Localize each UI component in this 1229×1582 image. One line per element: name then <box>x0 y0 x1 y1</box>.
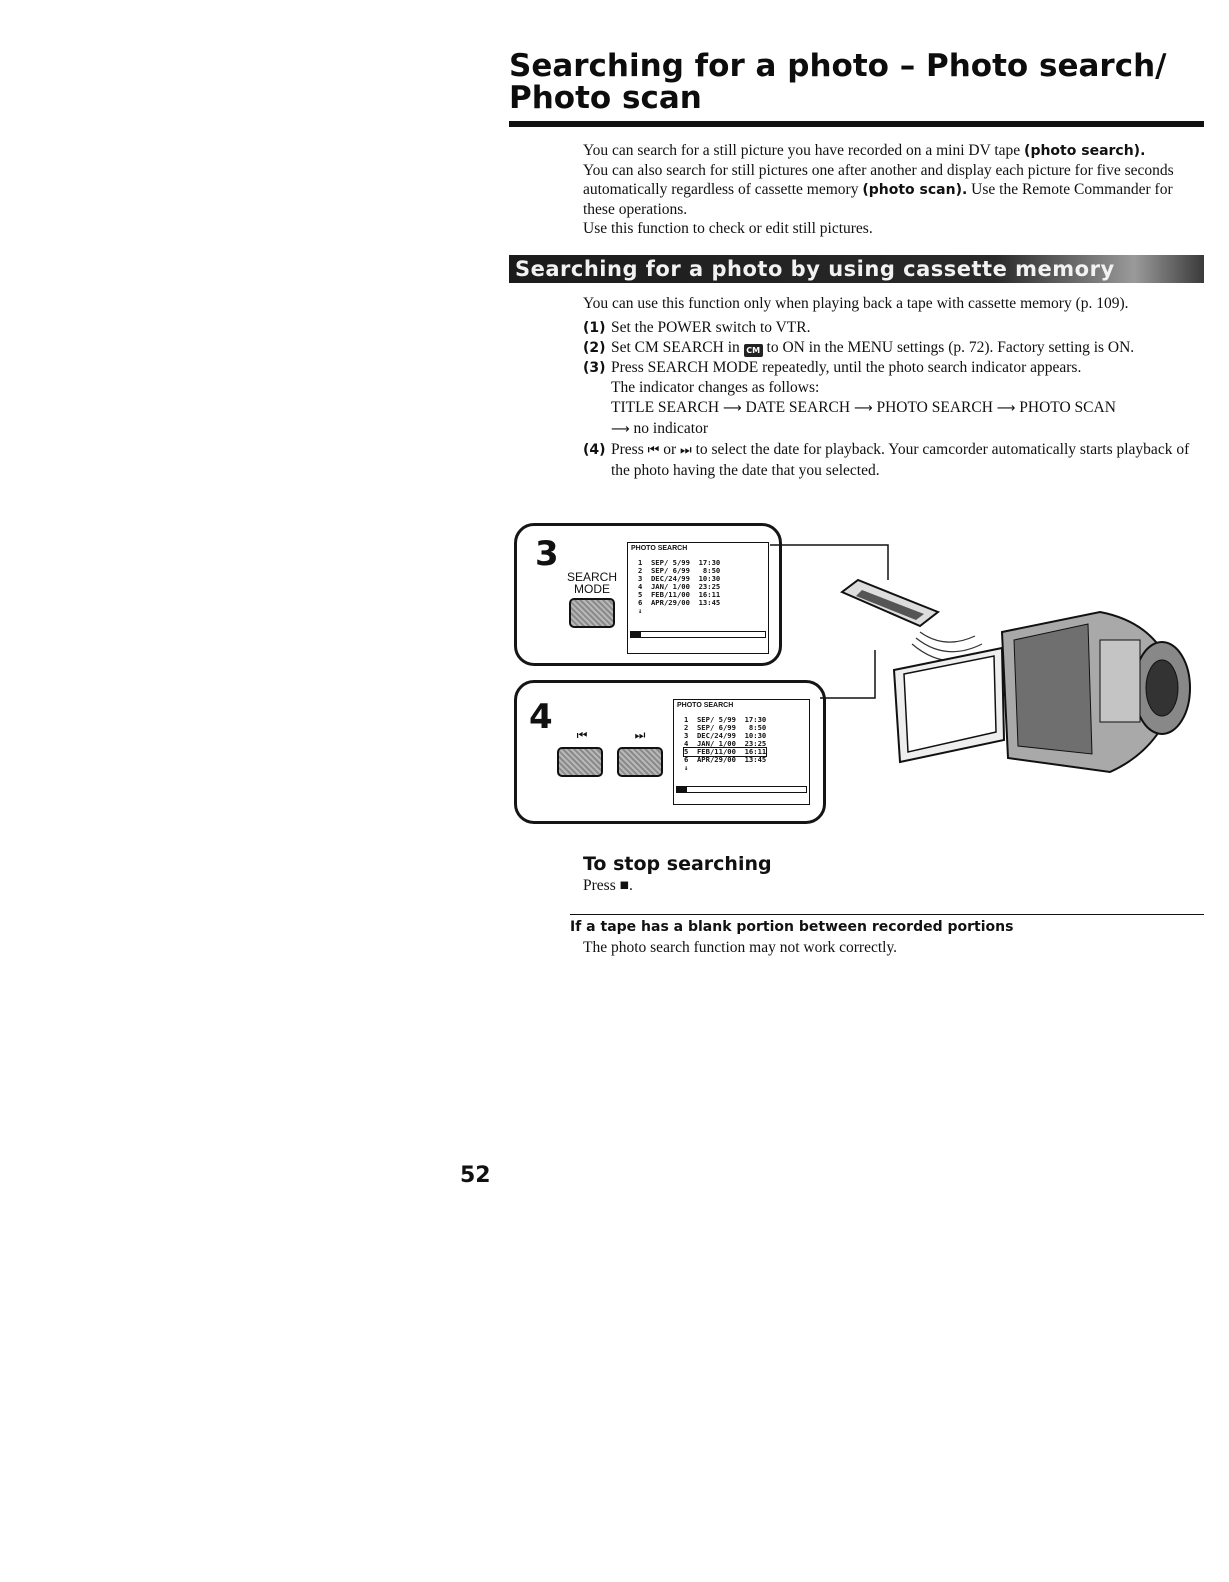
intro-text <box>583 141 1203 238</box>
step-number: (2) <box>583 340 606 356</box>
screen-rows: 1 SEP/ 5/99 17:30 2 SEP/ 6/99 8:50 3 DEC/24/99 10:30 4 JAN/ 1/00 23:25 5 FEB/11/00 16:11 6 APR/29/00 13:45 ↓ <box>638 558 721 615</box>
page-number: 52 <box>460 1163 491 1188</box>
step-1 <box>583 318 1203 338</box>
title-rule <box>509 121 1204 127</box>
screen-rows: 1 SEP/ 5/99 17:30 2 SEP/ 6/99 8:50 3 DEC/24/99 10:30 4 JAN/ 1/00 23:25 5 FEB/11/00 16:11 6 APR/29/00 13:45 ↓ <box>684 715 767 772</box>
connector-line <box>770 545 888 580</box>
step-3 <box>583 358 1203 440</box>
page-title: Searching for a photo – Photo search/ Photo scan <box>509 48 1167 116</box>
cassette-memory-icon: CM <box>744 344 763 357</box>
screen-header: PHOTO SEARCH <box>677 702 734 709</box>
right-arrow-icon: ⟶ <box>722 401 742 416</box>
intro-paragraph-2: You can also search for still pictures one after another and display each picture for five seconds automatically regardless of cassette memory (photo scan). Use the Remote Commander for these operations. <box>583 162 1174 218</box>
skip-previous-icon: ⏮ <box>576 728 588 742</box>
camcorder-icon <box>894 612 1190 772</box>
skip-next-icon: ⏭ <box>679 443 692 458</box>
step-text: Set the POWER switch to VTR. <box>611 319 811 336</box>
step3-panel <box>514 523 782 666</box>
screen-header: PHOTO SEARCH <box>631 545 688 552</box>
right-arrow-icon: ⟶ <box>611 422 630 437</box>
step-number: (3) <box>583 360 606 376</box>
step-text: to ON in the MENU settings (p. 72). Factory setting is ON. <box>762 339 1135 356</box>
step-text: Set CM SEARCH in <box>611 339 744 356</box>
remote-commander-icon <box>842 580 938 626</box>
step-number: (1) <box>583 320 606 336</box>
step-text: Press SEARCH MODE repeatedly, until the photo search indicator appears. <box>611 359 1082 376</box>
search-mode-button[interactable] <box>569 598 615 628</box>
skip-previous-icon: ⏮ <box>647 443 660 458</box>
step-2 <box>583 338 1203 358</box>
search-mode-label: SEARCH MODE <box>566 570 617 596</box>
stop-text: Press ■. <box>583 877 633 894</box>
step-number: (4) <box>583 442 606 458</box>
step-4: (4) Press ⏮ or ⏭ to select the date for playback. Your camcorder automatically starts playback of the photo having the date that you selected. <box>583 441 1190 479</box>
step3-number: 3 <box>535 534 559 574</box>
note-rule <box>570 914 1204 915</box>
step4-number: 4 <box>529 697 553 737</box>
intro-paragraph-1: You can search for a still picture you have recorded on a mini DV tape (photo search). <box>583 142 1146 159</box>
intro-paragraph-3: Use this function to check or edit still pictures. <box>583 220 873 237</box>
indicator-sequence: TITLE SEARCH ⟶ DATE SEARCH ⟶ PHOTO SEARCH ⟶ PHOTO SCAN ⟶ no indicator <box>611 399 1116 437</box>
tape-position-bar <box>630 631 766 638</box>
selected-row: 5 FEB/11/00 16:11 <box>684 747 767 756</box>
skip-next-icon: ⏭ <box>634 728 646 742</box>
section-heading-bar <box>509 255 1204 283</box>
note-heading: If a tape has a blank portion between recorded portions <box>570 919 1014 935</box>
stop-heading: To stop searching <box>583 853 772 875</box>
photo-search-screen <box>627 542 769 654</box>
connector-line <box>820 650 875 698</box>
step-text: The indicator changes as follows: <box>611 379 820 396</box>
camcorder-illustration <box>770 540 1200 790</box>
steps-list <box>583 318 1203 481</box>
skip-previous-button[interactable] <box>557 747 603 777</box>
right-arrow-icon: ⟶ <box>996 401 1016 416</box>
usage-note: You can use this function only when playing back a tape with cassette memory (p. 109). <box>583 295 1129 312</box>
right-arrow-icon: ⟶ <box>853 401 873 416</box>
note-text: The photo search function may not work correctly. <box>583 939 898 956</box>
skip-next-button[interactable] <box>617 747 663 777</box>
section-heading: Searching for a photo by using cassette memory <box>515 257 1115 281</box>
